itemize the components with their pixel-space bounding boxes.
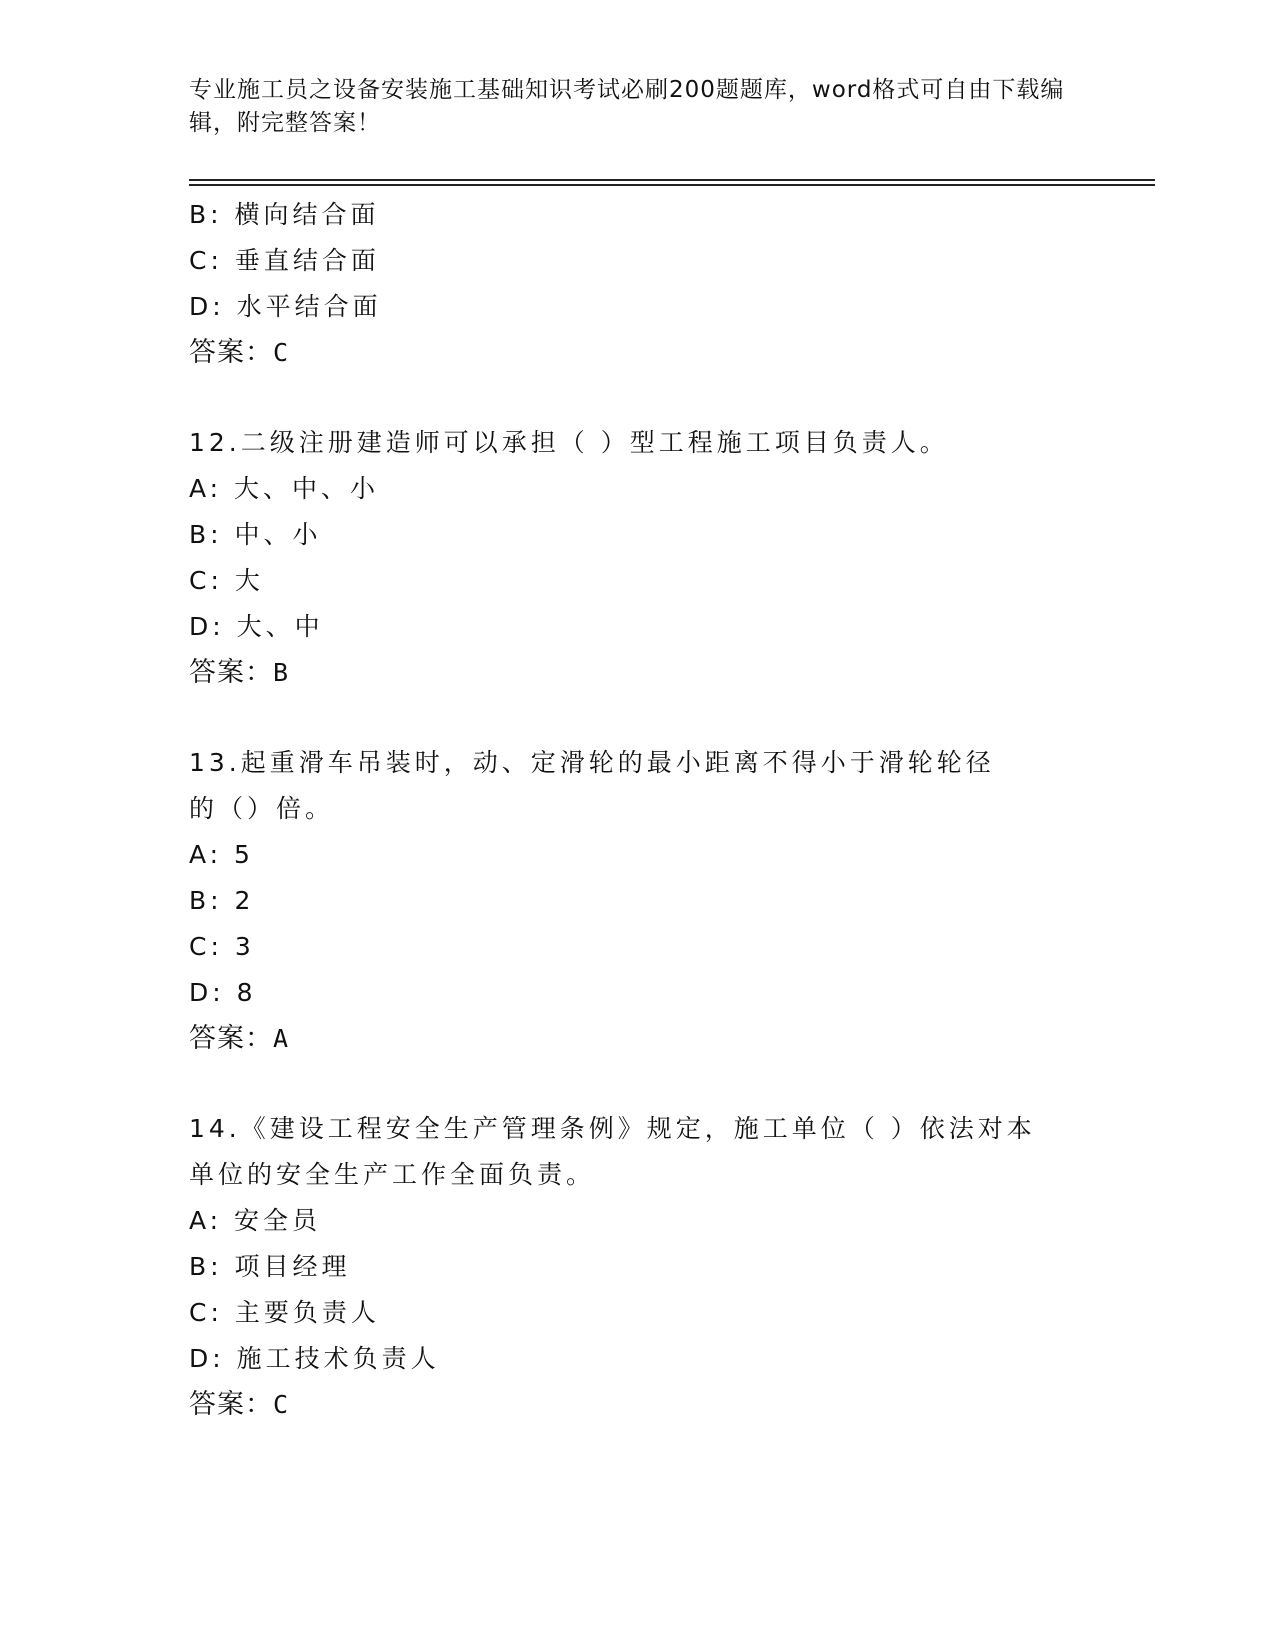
answer-line: 答案：C (189, 337, 290, 368)
question-text: 12.二级注册建造师可以承担（ ）型工程施工项目负责人。 (189, 428, 949, 457)
option-d: D: 8 (189, 978, 257, 1007)
partial-question (189, 192, 1089, 376)
option-c: C: 大 (189, 566, 264, 595)
question-13 (189, 740, 1089, 1062)
question-14 (189, 1106, 1089, 1428)
header-divider-bottom (189, 184, 1155, 186)
option-c: C: 3 (189, 932, 255, 961)
option-a: A: 5 (189, 840, 254, 869)
question-text: 13.起重滑车吊装时，动、定滑轮的最小距离不得小于滑轮轮径的（）倍。 (189, 748, 995, 823)
header-title: 专业施工员之设备安装施工基础知识考试必刷200题题库，word格式可自由下载编辑，附完整答案！ (189, 77, 1065, 136)
answer-line: 答案：B (189, 657, 290, 688)
option-d: D: 水平结合面 (189, 292, 382, 321)
option-b: B: 项目经理 (189, 1252, 351, 1281)
question-text: 14.《建设工程安全生产管理条例》规定，施工单位（ ）依法对本单位的安全生产工作全面负责。 (189, 1114, 1036, 1189)
answer-line: 答案：A (189, 1023, 290, 1054)
question-12 (189, 420, 1089, 696)
document-header (189, 74, 1089, 140)
option-c: C: 主要负责人 (189, 1298, 380, 1327)
option-b: B: 中、小 (189, 520, 322, 549)
answer-line: 答案：C (189, 1389, 290, 1420)
option-a: A: 大、中、小 (189, 474, 380, 503)
option-d: D: 大、中 (189, 612, 324, 641)
option-c: C: 垂直结合面 (189, 246, 380, 275)
option-b: B: 横向结合面 (189, 200, 380, 229)
document-body (189, 192, 1089, 1428)
option-b: B: 2 (189, 886, 255, 915)
header-divider-top (189, 179, 1155, 181)
option-a: A: 安全员 (189, 1206, 322, 1235)
option-d: D: 施工技术负责人 (189, 1344, 440, 1373)
